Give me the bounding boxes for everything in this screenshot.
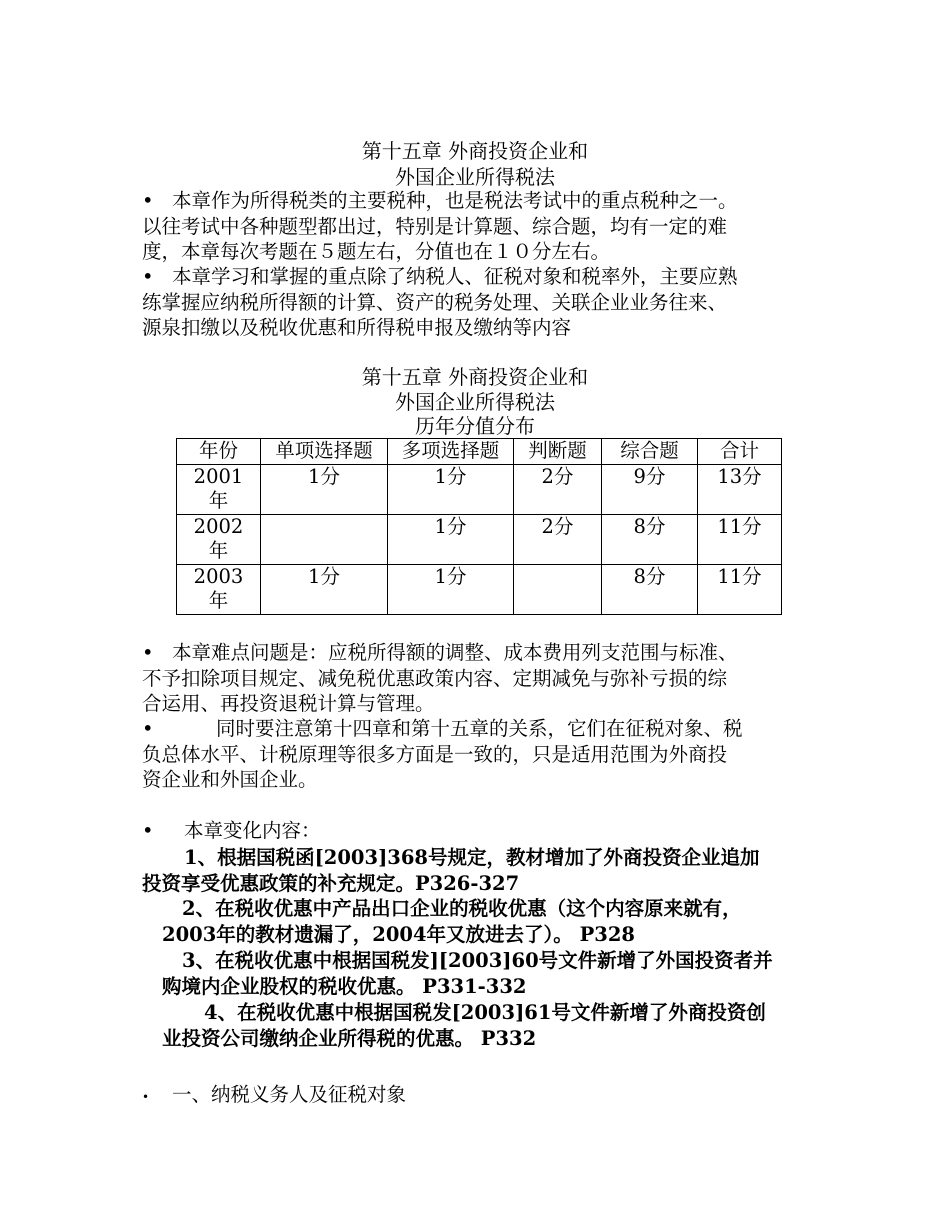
changes-heading (142, 818, 812, 844)
paragraph-line: 1、根据国税函[2003]368号规定，教材增加了外商投资企业追加 (184, 846, 760, 869)
paragraph-line: 合运用、再投资退税计算与管理。 (142, 692, 435, 715)
paragraph-line: 2003年的教材遗漏了，2004年又放进去了）。 P328 (162, 922, 635, 946)
bullet-marker: • (142, 717, 154, 740)
paragraph-line: 练掌握应纳税所得额的计算、资产的税务处理、关联企业业务往来、 (142, 290, 728, 314)
cell-year: 2001 年 (177, 465, 261, 515)
table-cell: 1分 (261, 465, 388, 515)
table-row (177, 465, 782, 515)
cell-year: 2003 年 (177, 565, 261, 615)
header-cell-year: 年份 (177, 439, 261, 465)
paragraph-line: 同时要注意第十四章和第十五章的关系，它们在征税对象、税 (216, 717, 743, 740)
table-row (177, 515, 782, 565)
paragraph-line: 度，本章每次考题在５题左右，分值也在１０分左右。 (142, 240, 611, 263)
paragraph-line: 4、在税收优惠中根据国税发[2003]61号文件新增了外商投资创 (204, 1001, 766, 1024)
paragraph-line: 2、在税收优惠中产品出口企业的税收优惠（这个内容原来就有， (182, 897, 742, 920)
table-cell: 8分 (602, 565, 698, 615)
table-cell: 11分 (698, 565, 782, 615)
paragraph-line: 投资享受优惠政策的补充规定。P326-327 (142, 871, 520, 895)
table-cell: 2分 (514, 465, 602, 515)
paragraph-line: 3、在税收优惠中根据国税发][2003]60号文件新增了外国投资者并 (182, 949, 773, 972)
cell-year: 2002 年 (177, 515, 261, 565)
table-cell: 1分 (261, 565, 388, 615)
chapter-title-line2: 外国企业所得税法 (395, 165, 555, 189)
intro-paragraph-1 (142, 188, 812, 265)
table-cell (261, 515, 388, 565)
paragraph-line: 以往考试中各种题型都出过，特别是计算题、综合题，均有一定的难 (142, 214, 728, 238)
table-cell: 2分 (514, 515, 602, 565)
changes-heading-text: 本章变化内容： (184, 819, 321, 842)
table-header-row (177, 439, 782, 465)
table-caption: 历年分值分布 (415, 414, 535, 438)
bullet-marker: • (142, 641, 154, 664)
score-distribution-table (176, 438, 782, 615)
table-cell: 9分 (602, 465, 698, 515)
paragraph-line: 不予扣除项目规定、减免税优惠政策内容、定期减免与弥补亏损的综 (142, 666, 728, 690)
paragraph-line: 本章学习和掌握的重点除了纳税人、征税对象和税率外，主要应熟 (172, 265, 738, 288)
table-cell: 1分 (388, 465, 514, 515)
difficulty-paragraph (142, 640, 812, 717)
paragraph-line: 负总体水平、计税原理等很多方面是一致的，只是适用范围为外商投 (142, 742, 728, 766)
table-row (177, 565, 782, 615)
change-item-2 (142, 896, 812, 947)
paragraph-line: 购境内企业股权的税收优惠。 P331-332 (162, 974, 527, 998)
paragraph-line: 源泉扣缴以及税收优惠和所得税申报及缴纳等内容 (142, 316, 572, 339)
intro-paragraph-2 (142, 264, 812, 341)
bullet-marker: • (142, 819, 154, 842)
table-cell: 11分 (698, 515, 782, 565)
header-cell-true-false: 判断题 (514, 439, 602, 465)
table-cell (514, 565, 602, 615)
section-heading-taxpayer (142, 1082, 812, 1111)
table-title-line2: 外国企业所得税法 (395, 390, 555, 414)
change-item-1 (142, 845, 812, 896)
table-cell: 13分 (698, 465, 782, 515)
paragraph-line: 业投资公司缴纳企业所得税的优惠。 P332 (162, 1026, 537, 1050)
table-cell: 8分 (602, 515, 698, 565)
change-item-3 (142, 948, 812, 999)
table-title-line1: 第十五章 外商投资企业和 (361, 365, 589, 389)
relationship-paragraph (142, 716, 812, 793)
change-item-4 (142, 1000, 812, 1051)
header-cell-comprehensive: 综合题 (602, 439, 698, 465)
bullet-marker: • (142, 1090, 150, 1104)
header-cell-multiple-choice: 多项选择题 (388, 439, 514, 465)
chapter-title-line1: 第十五章 外商投资企业和 (361, 139, 589, 163)
header-cell-total: 合计 (698, 439, 782, 465)
bullet-marker: • (142, 265, 154, 288)
section-heading-text: 一、纳税义务人及征税对象 (172, 1083, 407, 1106)
paragraph-line: 本章难点问题是：应税所得额的调整、成本费用列支范围与标准、 (172, 641, 738, 664)
paragraph-line: 资企业和外国企业。 (142, 768, 318, 791)
bullet-marker: • (142, 189, 154, 212)
header-cell-single-choice: 单项选择题 (261, 439, 388, 465)
table-cell: 1分 (388, 515, 514, 565)
paragraph-line: 本章作为所得税类的主要税种，也是税法考试中的重点税种之一。 (172, 189, 738, 212)
table-cell: 1分 (388, 565, 514, 615)
